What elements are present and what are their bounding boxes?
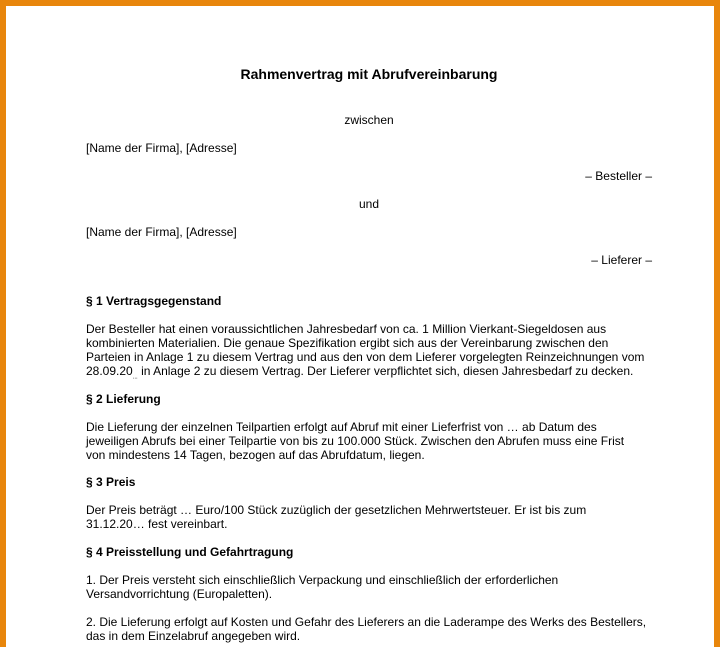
section1-heading: § 1 Vertragsgegenstand [86, 294, 222, 308]
section1-text [86, 322, 652, 384]
section4-heading: § 4 Preisstellung und Gefahrtragung [86, 545, 294, 559]
document-title: Rahmenvertrag mit Abrufvereinbarung [240, 66, 498, 82]
text-line: jeweiligen Abrufs bei einer Teilpartie von bis zu 100.000 Stück. Zwischen den Abrufen muss eine Frist [86, 434, 625, 448]
text-line: Versandvorrichtung (Europaletten). [86, 587, 273, 601]
text-line: Der Besteller hat einen voraussichtlichen Jahresbedarf von ca. 1 Million Vierkant-Siegeldosen aus [86, 322, 607, 336]
section2-heading: § 2 Lieferung [86, 392, 161, 406]
section3-heading: § 3 Preis [86, 475, 136, 489]
between-label: zwischen [344, 113, 394, 127]
text-line: Die Lieferung der einzelnen Teilpartien erfolgt auf Abruf mit einer Lieferfrist von … ab Datum des [86, 420, 597, 434]
section4-para1 [86, 573, 652, 601]
section4-para2 [86, 615, 652, 643]
text-line: 2. Die Lieferung erfolgt auf Kosten und Gefahr des Lieferers an die Laderampe des Werks des Bestellers, [86, 615, 647, 629]
text-line-rest: in Anlage 2 zu diesem Vertrag. Der Lieferer verpflichtet sich, diesen Jahresbedarf zu decken. [137, 364, 634, 378]
text-line: von mindestens 14 Tagen, bezogen auf das Abrufdatum, liegen. [86, 448, 425, 462]
text-line: das in dem Einzelabruf angegeben wird. [86, 629, 301, 643]
document-page [6, 6, 714, 647]
text-line: 31.12.20… fest vereinbart. [86, 517, 228, 531]
text-line: kombinierten Materialien. Die genaue Spezifikation ergibt sich aus der Vereinbarung zwischen den [86, 336, 609, 350]
role-besteller: – Besteller – [585, 169, 652, 183]
date-subscript: ... [132, 374, 138, 381]
and-label: und [358, 197, 380, 211]
role-lieferer: – Lieferer – [591, 253, 652, 267]
text-line [86, 364, 652, 384]
text-line: Parteien in Anlage 1 zu diesem Vertrag und aus den von dem Lieferer vorgelegten Reinzeichnungen vom [86, 350, 645, 364]
party1-name: [Name der Firma], [Adresse] [86, 141, 237, 155]
text-line: 1. Der Preis versteht sich einschließlich Verpackung und einschließlich der erforderlichen [86, 573, 559, 587]
party2-name: [Name der Firma], [Adresse] [86, 225, 237, 239]
date-text: 28.09.20 [86, 364, 133, 378]
section2-text [86, 420, 652, 462]
text-line: Der Preis beträgt … Euro/100 Stück zuzüglich der gesetzlichen Mehrwertsteuer. Er ist bis zum [86, 503, 587, 517]
section3-text [86, 503, 652, 531]
